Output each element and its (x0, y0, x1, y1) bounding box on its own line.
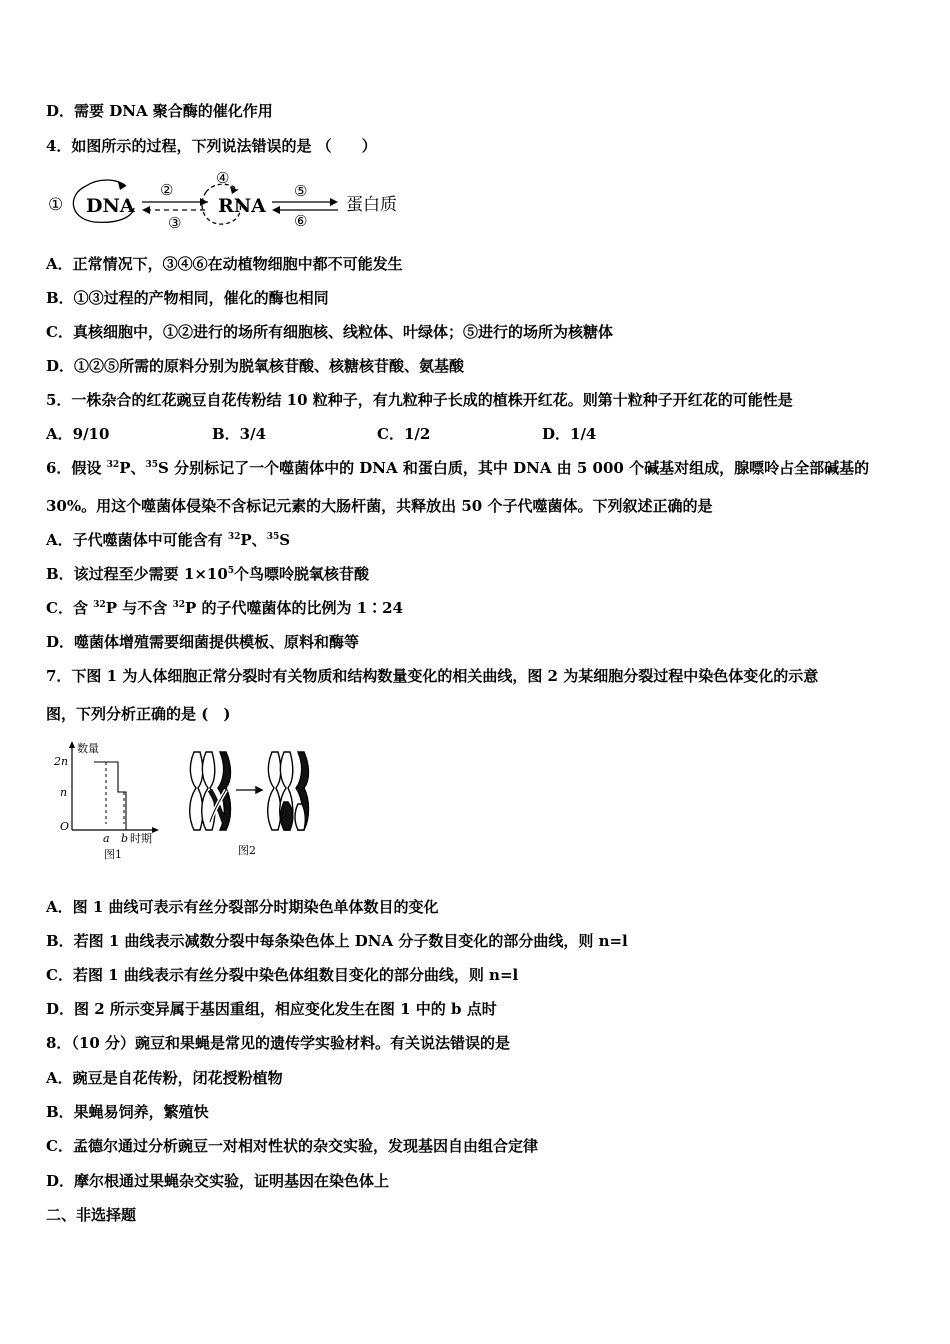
dna-label: DNA (86, 195, 135, 217)
q6-stem-line1: 6．假设 $^{32}$P、$^{35}$S 分别标记了一个噬菌体中的 DNA 和蛋白质，其中 DNA 由 5 000 个碱基对组成，腺嘌呤占全部碱基的 (46, 459, 870, 477)
q4-option-c: C．真核细胞中，①②进行的场所有细胞核、线粒体、叶绿体；⑤进行的场所为核糖体 (46, 323, 613, 341)
q6-option-d: D．噬菌体增殖需要细菌提供模板、原料和酶等 (46, 633, 360, 651)
q6-option-c: C．含 $^{32}$P 与不含 $^{32}$P 的子代噬菌体的比例为 1∶24 (46, 599, 404, 617)
q5-stem: 5．一株杂合的红花豌豆自花传粉结 10 粒种子，有九粒种子长成的植株开红花。则第十粒种子开红花的可能性是 (46, 391, 793, 409)
caption-fig2: 图2 (238, 844, 256, 857)
tick-2n: 2n (54, 755, 69, 768)
protein-label: 蛋白质 (346, 195, 397, 215)
q8-option-a: A．豌豆是自花传粉，闭花授粉植物 (46, 1069, 283, 1087)
rna-label: RNA (218, 195, 266, 217)
tick-n: n (60, 786, 68, 799)
q5-option-d: D．1/4 (542, 425, 597, 443)
q7-figure1 (50, 738, 170, 862)
chromosome-right-1 (268, 752, 281, 830)
q4-process-diagram (46, 168, 426, 230)
q7-stem-line2: 图，下列分析正确的是 ( ) (46, 705, 231, 723)
section-heading-nonchoice: 二、非选择题 (46, 1206, 137, 1224)
chromosome-left-1 (190, 752, 203, 830)
q8-option-d: D．摩尔根通过果蝇杂交实验，证明基因在染色体上 (46, 1172, 390, 1190)
label-2: ② (160, 181, 174, 199)
tick-a: a (103, 832, 110, 845)
q5-option-b: B．3/4 (212, 425, 267, 443)
q8-option-b: B．果蝇易饲养，繁殖快 (46, 1103, 209, 1121)
q4-option-a: A．正常情况下，③④⑥在动植物细胞中都不可能发生 (46, 255, 403, 273)
label-5: ⑤ (294, 182, 308, 200)
q4-stem: 4．如图所示的过程，下列说法错误的是 （ ） (46, 137, 377, 155)
curve (94, 762, 126, 830)
label-3: ③ (168, 214, 182, 230)
q8-option-c: C．孟德尔通过分析豌豆一对相对性状的杂交实验，发现基因自由组合定律 (46, 1137, 538, 1155)
q3-option-d: D．需要 DNA 聚合酶的催化作用 (46, 102, 273, 120)
q7-option-d: D．图 2 所示变异属于基因重组，相应变化发生在图 1 中的 b 点时 (46, 1000, 497, 1018)
q6-stem-line2: 30%。用这个噬菌体侵染不含标记元素的大肠杆菌，共释放出 50 个子代噬菌体。下列叙述正确的是 (46, 497, 713, 515)
label-1: ① (48, 195, 64, 215)
q7-option-b: B．若图 1 曲线表示减数分裂中每条染色体上 DNA 分子数目变化的部分曲线，则 n=l (46, 932, 628, 950)
q4-option-b: B．①③过程的产物相同，催化的酶也相同 (46, 289, 329, 307)
q4-option-d: D．①②⑤所需的原料分别为脱氧核苷酸、核糖核苷酸、氨基酸 (46, 357, 465, 375)
q7-option-a: A．图 1 曲线可表示有丝分裂部分时期染色单体数目的变化 (46, 898, 439, 916)
q7-option-c: C．若图 1 曲线表示有丝分裂中染色体组数目变化的部分曲线，则 n=l (46, 966, 519, 984)
label-6: ⑥ (294, 212, 308, 230)
q8-stem: 8．（10 分）豌豆和果蝇是常见的遗传学实验材料。有关说法错误的是 (46, 1034, 511, 1052)
label-4: ④ (216, 169, 230, 187)
caption-fig1: 图1 (104, 848, 122, 861)
q6-option-b: B．该过程至少需要 $1\times 10^5$个鸟嘌呤脱氧核苷酸 (46, 565, 370, 583)
origin: O (60, 820, 70, 833)
x-label: 时期 (130, 832, 152, 845)
q6-option-a: A．子代噬菌体中可能含有 $^{32}$P、$^{35}$S (46, 531, 291, 549)
y-label: 数量 (77, 742, 99, 755)
tick-b: b (121, 832, 129, 845)
q7-figure2 (180, 746, 320, 862)
q5-option-a: A．9/10 (46, 425, 110, 443)
q7-stem-line1: 7．下图 1 为人体细胞正常分裂时有关物质和结构数量变化的相关曲线，图 2 为某细胞分裂过程中染色体变化的示意 (46, 667, 819, 685)
q5-option-c: C．1/2 (377, 425, 431, 443)
